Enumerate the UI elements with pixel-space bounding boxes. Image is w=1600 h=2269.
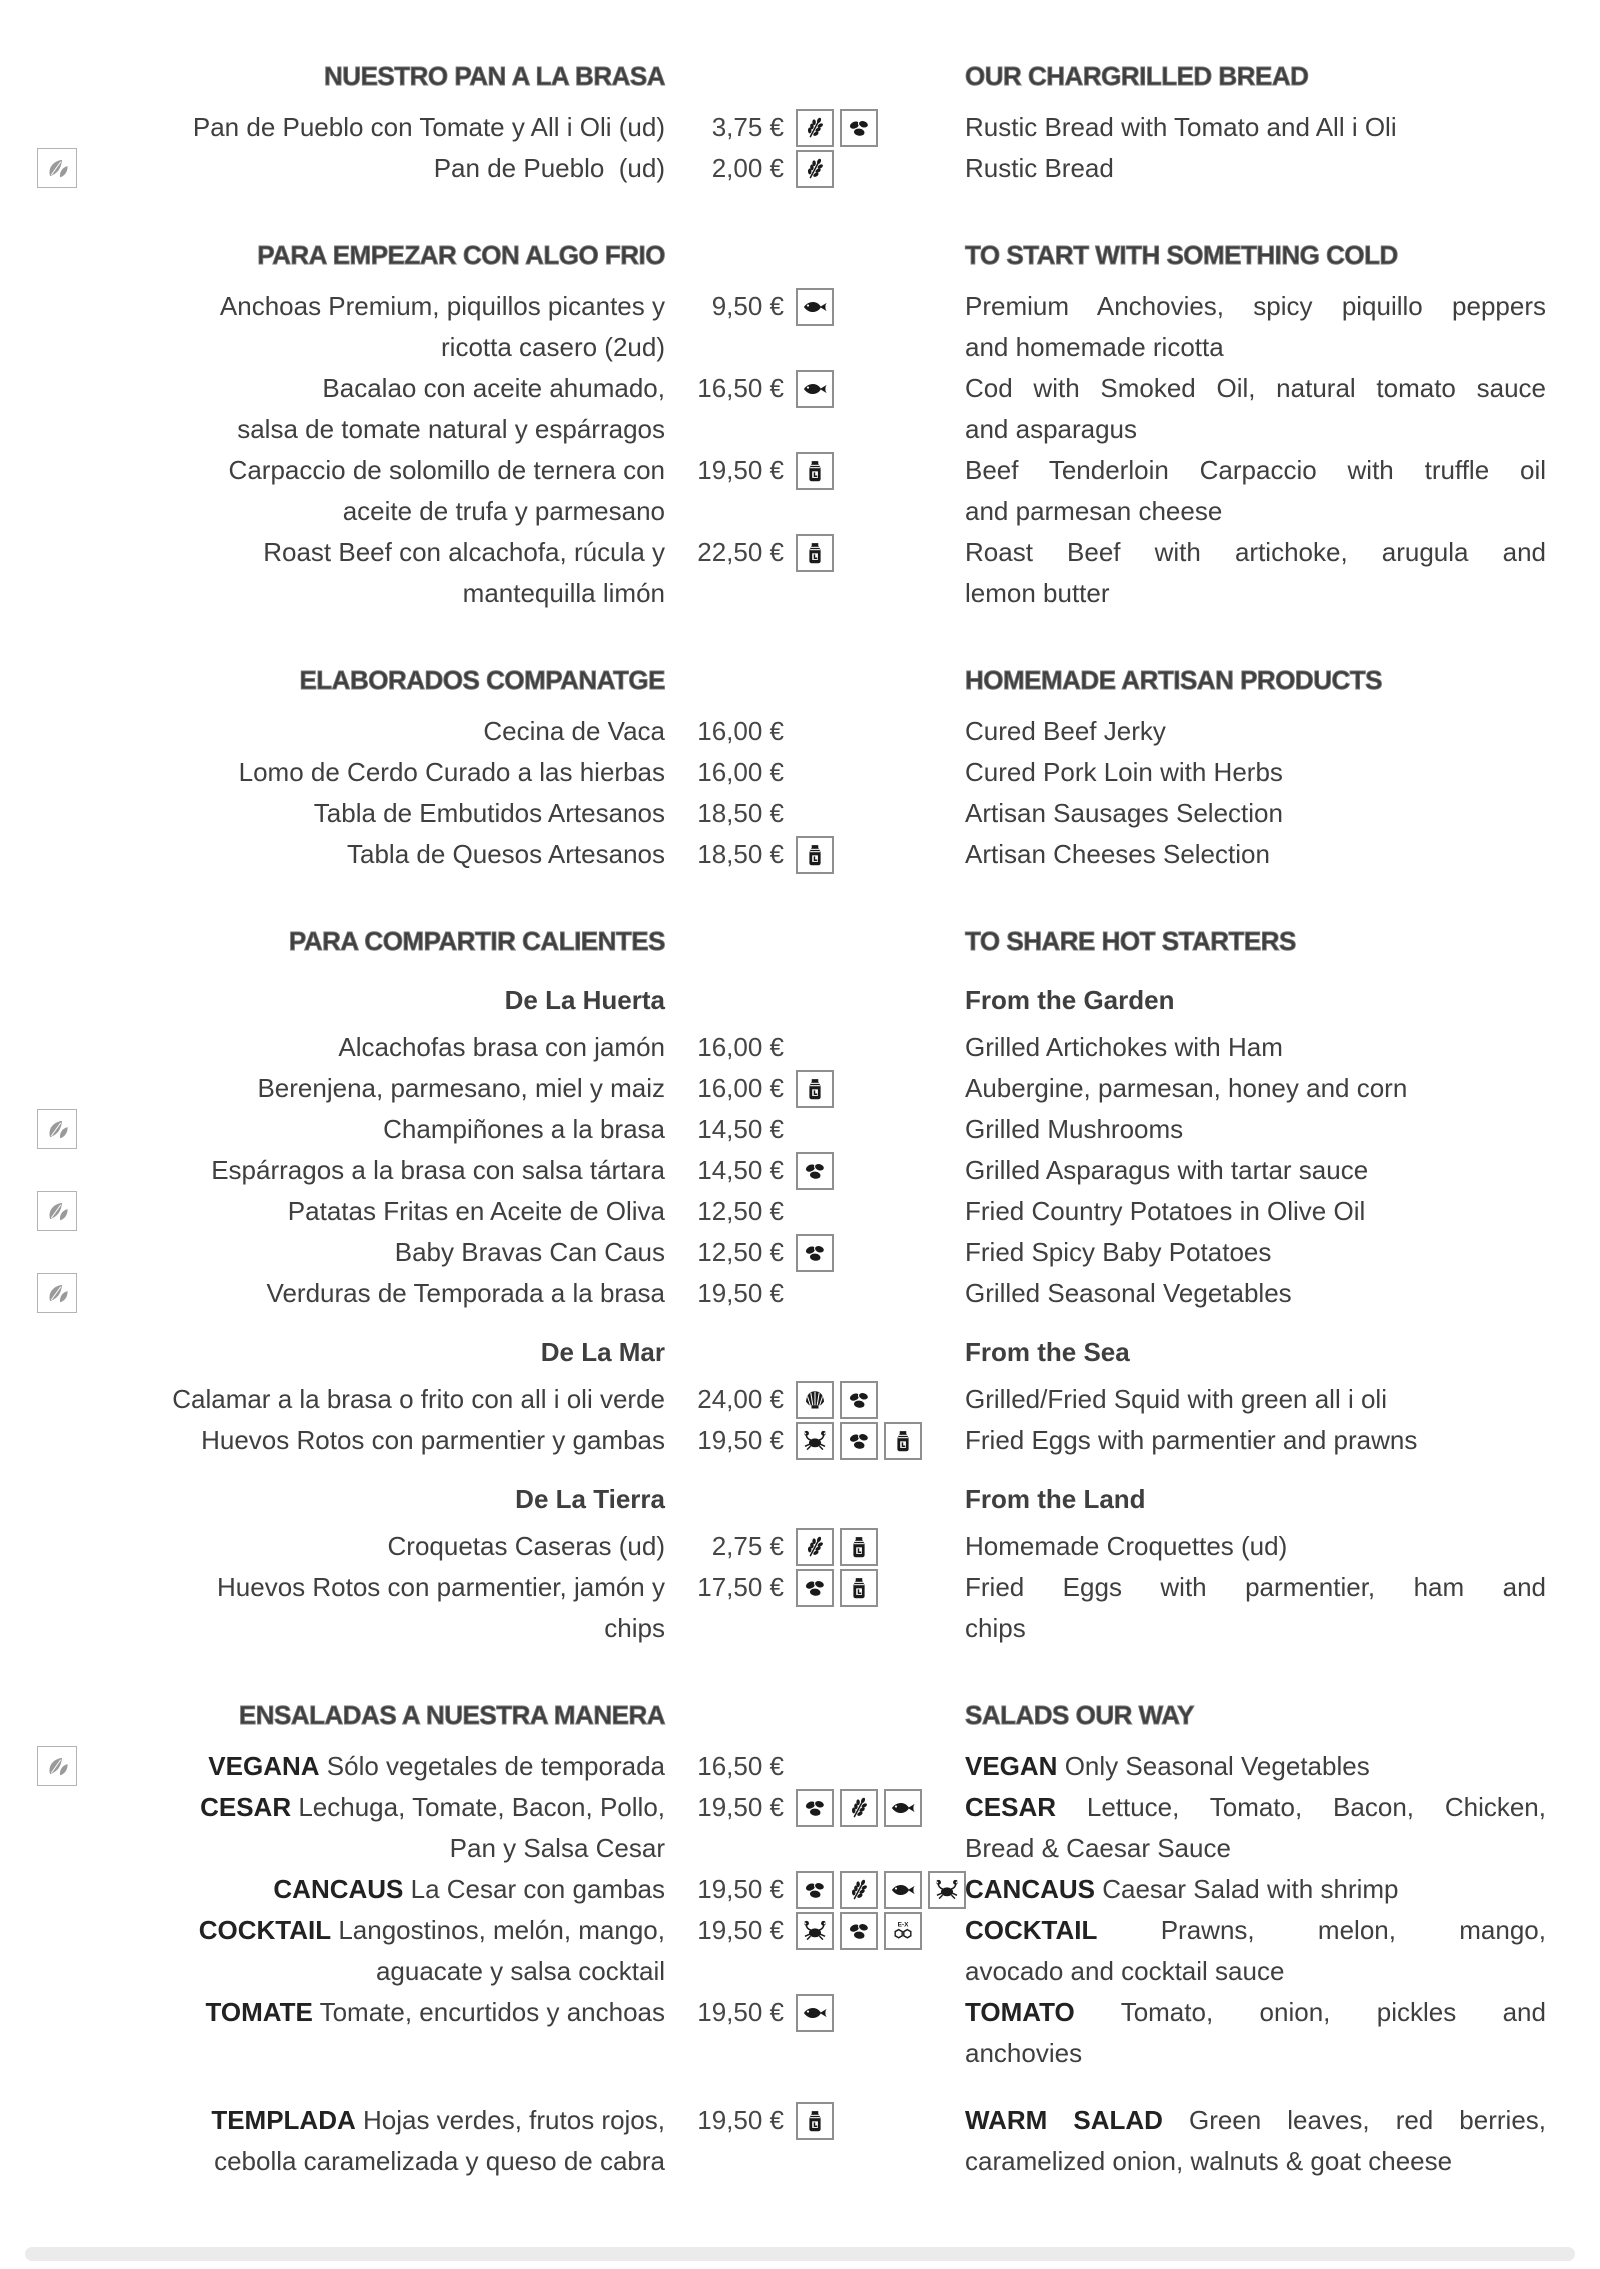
gluten-icon — [840, 1871, 878, 1909]
fish-icon — [796, 1994, 834, 2032]
vegan-leaf-icon — [37, 1746, 77, 1786]
eggs-icon — [796, 1234, 834, 1272]
section-title-es: ENSALADAS A NUESTRA MANERA — [238, 1700, 665, 1730]
item-text-es: Huevos Rotos con parmentier, jamón y chips — [217, 1572, 665, 1643]
item-name-en: CANCAUS — [965, 1874, 1095, 1904]
item-name-en: VEGAN — [965, 1751, 1058, 1781]
fish-icon — [796, 370, 834, 408]
item-text-es: TEMPLADA Hojas verdes, frutos rojos, cebolla caramelizada y queso de cabra — [211, 2105, 665, 2176]
item-price: 19,50 € — [697, 455, 784, 485]
allergen-icons — [790, 1422, 965, 1460]
subsection-header-row — [0, 980, 1600, 1021]
section-title-en: TO START WITH SOMETHING COLD — [965, 240, 1398, 270]
item-text-en: COCKTAIL Prawns, melon, mango, avocado and cocktail sauce — [965, 1915, 1546, 1986]
item-text-en: Artisan Cheeses Selection — [965, 839, 1270, 869]
menu-item-row — [0, 532, 1600, 614]
item-text-es: VEGANA Sólo vegetales de temporada — [208, 1751, 665, 1781]
allergen-icons — [790, 1381, 965, 1419]
crustacean-icon — [928, 1871, 966, 1909]
lactose-icon — [796, 452, 834, 490]
item-name-en: CESAR — [965, 1792, 1057, 1822]
menu-item-row — [0, 1232, 1600, 1273]
menu-item-row — [0, 752, 1600, 793]
menu-item-row — [0, 1027, 1600, 1068]
menu-item-row — [0, 1526, 1600, 1567]
menu-item-row — [0, 148, 1600, 189]
vegan-leaf-icon — [37, 1191, 77, 1231]
menu-item-row — [0, 1109, 1600, 1150]
item-text-en: Grilled Asparagus with tartar sauce — [965, 1155, 1369, 1185]
allergen-icons — [790, 1871, 965, 1909]
item-price: 17,50 € — [697, 1572, 784, 1602]
sulphites-icon — [884, 1912, 922, 1950]
allergen-icons — [790, 150, 965, 188]
item-text-es: Verduras de Temporada a la brasa — [266, 1278, 665, 1308]
eggs-icon — [796, 1871, 834, 1909]
subsection-header-row — [0, 1332, 1600, 1373]
item-text-es: Alcachofas brasa con jamón — [338, 1032, 665, 1062]
item-price: 12,50 € — [697, 1237, 784, 1267]
subsection-header-row — [0, 1479, 1600, 1520]
item-text-es: Huevos Rotos con parmentier y gambas — [201, 1425, 665, 1455]
gluten-icon — [796, 150, 834, 188]
menu-item-row — [0, 107, 1600, 148]
item-name-en: TOMATO — [965, 1997, 1075, 2027]
item-text-en: CESAR Lettuce, Tomato, Bacon, Chicken, Bread & Caesar Sauce — [965, 1792, 1546, 1863]
item-text-en: Grilled/Fried Squid with green all i oli — [965, 1384, 1387, 1414]
section-title-es: ELABORADOS COMPANATGE — [299, 665, 665, 695]
menu-item-row — [0, 711, 1600, 752]
item-text-en: VEGAN Only Seasonal Vegetables — [965, 1751, 1370, 1781]
subsection-title-es: De La Huerta — [504, 985, 665, 1015]
item-price: 9,50 € — [711, 291, 784, 321]
section-header-row — [0, 1695, 1600, 1736]
eggs-icon — [840, 109, 878, 147]
item-name-es: TEMPLADA — [211, 2105, 356, 2135]
mollusc-icon — [796, 1381, 834, 1419]
allergen-icons — [790, 2102, 965, 2140]
item-price: 2,75 € — [711, 1531, 784, 1561]
subsection-title-en: From the Sea — [965, 1337, 1130, 1367]
lactose-icon — [796, 1070, 834, 1108]
allergen-icons — [790, 452, 965, 490]
subsection-title-en: From the Garden — [965, 985, 1175, 1015]
menu-item-row — [0, 1191, 1600, 1232]
item-text-es: Carpaccio de solomillo de ternera con aceite de trufa y parmesano — [228, 455, 665, 526]
item-text-en: Roast Beef with artichoke, arugula and lemon butter — [965, 537, 1546, 608]
item-price: 19,50 € — [697, 1425, 784, 1455]
menu-item-row — [0, 286, 1600, 368]
item-name-es: CESAR — [200, 1792, 292, 1822]
item-text-en: Artisan Sausages Selection — [965, 798, 1283, 828]
item-text-es: Baby Bravas Can Caus — [394, 1237, 665, 1267]
gluten-icon — [840, 1789, 878, 1827]
allergen-icons — [790, 1789, 965, 1827]
subsection-title-es: De La Mar — [540, 1337, 665, 1367]
menu-item-row — [0, 1787, 1600, 1869]
item-text-en: Cured Pork Loin with Herbs — [965, 757, 1283, 787]
item-text-es: Berenjena, parmesano, miel y maiz — [257, 1073, 665, 1103]
crustacean-icon — [796, 1422, 834, 1460]
eggs-icon — [840, 1912, 878, 1950]
gluten-icon — [796, 1528, 834, 1566]
item-text-en: WARM SALAD Green leaves, red berries, caramelized onion, walnuts & goat cheese — [965, 2105, 1547, 2176]
menu-item-row — [0, 793, 1600, 834]
eggs-icon — [840, 1381, 878, 1419]
allergen-icons — [790, 1528, 965, 1566]
item-text-es: Pan de Pueblo con Tomate y All i Oli (ud) — [192, 112, 665, 142]
menu-item-row — [0, 1746, 1600, 1787]
item-text-es: Patatas Fritas en Aceite de Oliva — [287, 1196, 665, 1226]
section-header-row — [0, 235, 1600, 276]
fish-icon — [884, 1789, 922, 1827]
item-text-es: Croquetas Caseras (ud) — [387, 1531, 665, 1561]
allergen-icons — [790, 836, 965, 874]
vegan-leaf-icon — [37, 1109, 77, 1149]
section-title-en: OUR CHARGRILLED BREAD — [965, 61, 1309, 91]
item-price: 14,50 € — [697, 1114, 784, 1144]
item-text-en: Grilled Seasonal Vegetables — [965, 1278, 1292, 1308]
item-text-es: Tabla de Quesos Artesanos — [347, 839, 665, 869]
item-price: 22,50 € — [697, 537, 784, 567]
item-price: 19,50 € — [697, 1997, 784, 2027]
item-text-en: Fried Eggs with parmentier and prawns — [965, 1425, 1418, 1455]
allergen-icons — [790, 1569, 965, 1607]
menu-item-row — [0, 1992, 1600, 2074]
menu-item-row — [0, 1150, 1600, 1191]
crustacean-icon — [796, 1912, 834, 1950]
item-text-es: Pan de Pueblo (ud) — [433, 153, 665, 183]
lactose-icon — [840, 1528, 878, 1566]
item-price: 16,00 € — [697, 716, 784, 746]
section-title-es: NUESTRO PAN A LA BRASA — [324, 61, 665, 91]
item-text-es: Champiñones a la brasa — [383, 1114, 665, 1144]
item-text-en: Fried Eggs with parmentier, ham and chips — [965, 1572, 1546, 1643]
section-title-es: PARA EMPEZAR CON ALGO FRIO — [257, 240, 665, 270]
item-price: 24,00 € — [697, 1384, 784, 1414]
item-text-en: Rustic Bread with Tomato and All i Oli — [965, 112, 1397, 142]
item-text-en: Fried Spicy Baby Potatoes — [965, 1237, 1272, 1267]
gluten-icon — [796, 109, 834, 147]
eggs-icon — [796, 1152, 834, 1190]
allergen-icons — [790, 288, 965, 326]
section-title-en: TO SHARE HOT STARTERS — [965, 926, 1296, 956]
menu-item-row — [0, 1869, 1600, 1910]
menu-item-row — [0, 1567, 1600, 1649]
item-text-en: Grilled Mushrooms — [965, 1114, 1184, 1144]
menu-item-row — [0, 1273, 1600, 1314]
lactose-icon — [884, 1422, 922, 1460]
item-price: 19,50 € — [697, 2105, 784, 2135]
eggs-icon — [796, 1569, 834, 1607]
lactose-icon — [796, 836, 834, 874]
item-price: 18,50 € — [697, 798, 784, 828]
item-price: 14,50 € — [697, 1155, 784, 1185]
item-text-es: Calamar a la brasa o frito con all i oli verde — [172, 1384, 665, 1414]
vegan-leaf-icon — [37, 1273, 77, 1313]
item-price: 18,50 € — [697, 839, 784, 869]
section-title-en: SALADS OUR WAY — [965, 1700, 1194, 1730]
item-name-en: WARM SALAD — [965, 2105, 1163, 2135]
section-title-en: HOMEMADE ARTISAN PRODUCTS — [965, 665, 1382, 695]
item-text-en: Rustic Bread — [965, 153, 1114, 183]
fish-icon — [884, 1871, 922, 1909]
item-text-en: CANCAUS Caesar Salad with shrimp — [965, 1874, 1399, 1904]
eggs-icon — [796, 1789, 834, 1827]
item-text-es: CANCAUS La Cesar con gambas — [273, 1874, 665, 1904]
menu-item-row — [0, 2100, 1600, 2182]
section-header-row — [0, 921, 1600, 962]
item-text-es: Roast Beef con alcachofa, rúcula y mantequilla limón — [263, 537, 665, 608]
item-text-es: Anchoas Premium, piquillos picantes y ricotta casero (2ud) — [219, 291, 665, 362]
item-text-es: Bacalao con aceite ahumado, salsa de tomate natural y espárragos — [237, 373, 665, 444]
item-price: 19,50 € — [697, 1874, 784, 1904]
allergen-icons — [790, 1994, 965, 2032]
item-text-es: Lomo de Cerdo Curado a las hierbas — [238, 757, 665, 787]
subsection-title-es: De La Tierra — [515, 1484, 665, 1514]
item-name-es: VEGANA — [208, 1751, 320, 1781]
lactose-icon — [796, 534, 834, 572]
item-price: 12,50 € — [697, 1196, 784, 1226]
menu-item-row — [0, 1420, 1600, 1461]
item-name-es: TOMATE — [205, 1997, 313, 2027]
menu-item-row — [0, 1068, 1600, 1109]
item-price: 3,75 € — [711, 112, 784, 142]
menu-item-row — [0, 1379, 1600, 1420]
item-price: 19,50 € — [697, 1792, 784, 1822]
allergen-icons — [790, 1912, 965, 1950]
item-price: 16,00 € — [697, 1073, 784, 1103]
fish-icon — [796, 288, 834, 326]
allergen-icons — [790, 370, 965, 408]
item-text-es: Espárragos a la brasa con salsa tártara — [211, 1155, 665, 1185]
item-text-en: Premium Anchovies, spicy piquillo peppers and homemade ricotta — [965, 291, 1546, 362]
allergen-icons — [790, 1070, 965, 1108]
allergen-icons — [790, 1152, 965, 1190]
section-header-row — [0, 660, 1600, 701]
item-text-en: Beef Tenderloin Carpaccio with truffle oil and parmesan cheese — [965, 455, 1546, 526]
item-price: 16,50 € — [697, 373, 784, 403]
item-price: 16,00 € — [697, 1032, 784, 1062]
allergen-icons — [790, 109, 965, 147]
subsection-title-en: From the Land — [965, 1484, 1146, 1514]
item-text-en: Cured Beef Jerky — [965, 716, 1166, 746]
allergen-icons — [790, 1234, 965, 1272]
item-text-es: COCKTAIL Langostinos, melón, mango, aguacate y salsa cocktail — [198, 1915, 665, 1986]
item-price: 16,00 € — [697, 757, 784, 787]
eggs-icon — [840, 1422, 878, 1460]
item-text-en: Grilled Artichokes with Ham — [965, 1032, 1283, 1062]
item-price: 2,00 € — [711, 153, 784, 183]
menu-item-row — [0, 450, 1600, 532]
item-text-es: Tabla de Embutidos Artesanos — [313, 798, 665, 828]
item-price: 19,50 € — [697, 1278, 784, 1308]
item-text-en: Homemade Croquettes (ud) — [965, 1531, 1288, 1561]
item-text-en: TOMATO Tomato, onion, pickles and anchovies — [965, 1997, 1546, 2068]
menu-item-row — [0, 834, 1600, 875]
menu-item-row — [0, 1910, 1600, 1992]
vegan-leaf-icon — [37, 148, 77, 188]
item-text-es: TOMATE Tomate, encurtidos y anchoas — [205, 1997, 665, 2027]
lactose-icon — [840, 1569, 878, 1607]
item-text-es: CESAR Lechuga, Tomate, Bacon, Pollo, Pan y Salsa Cesar — [200, 1792, 665, 1863]
section-header-row — [0, 56, 1600, 97]
bottom-bar — [25, 2247, 1575, 2261]
item-name-es: COCKTAIL — [198, 1915, 332, 1945]
item-price: 16,50 € — [697, 1751, 784, 1781]
item-text-en: Fried Country Potatoes in Olive Oil — [965, 1196, 1366, 1226]
item-text-en: Cod with Smoked Oil, natural tomato sauce and asparagus — [965, 373, 1546, 444]
item-text-en: Aubergine, parmesan, honey and corn — [965, 1073, 1408, 1103]
menu-item-row — [0, 368, 1600, 450]
lactose-icon — [796, 2102, 834, 2140]
item-name-en: COCKTAIL — [965, 1915, 1098, 1945]
item-price: 19,50 € — [697, 1915, 784, 1945]
item-name-es: CANCAUS — [273, 1874, 404, 1904]
allergen-icons — [790, 534, 965, 572]
item-text-es: Cecina de Vaca — [483, 716, 665, 746]
section-title-es: PARA COMPARTIR CALIENTES — [288, 926, 665, 956]
